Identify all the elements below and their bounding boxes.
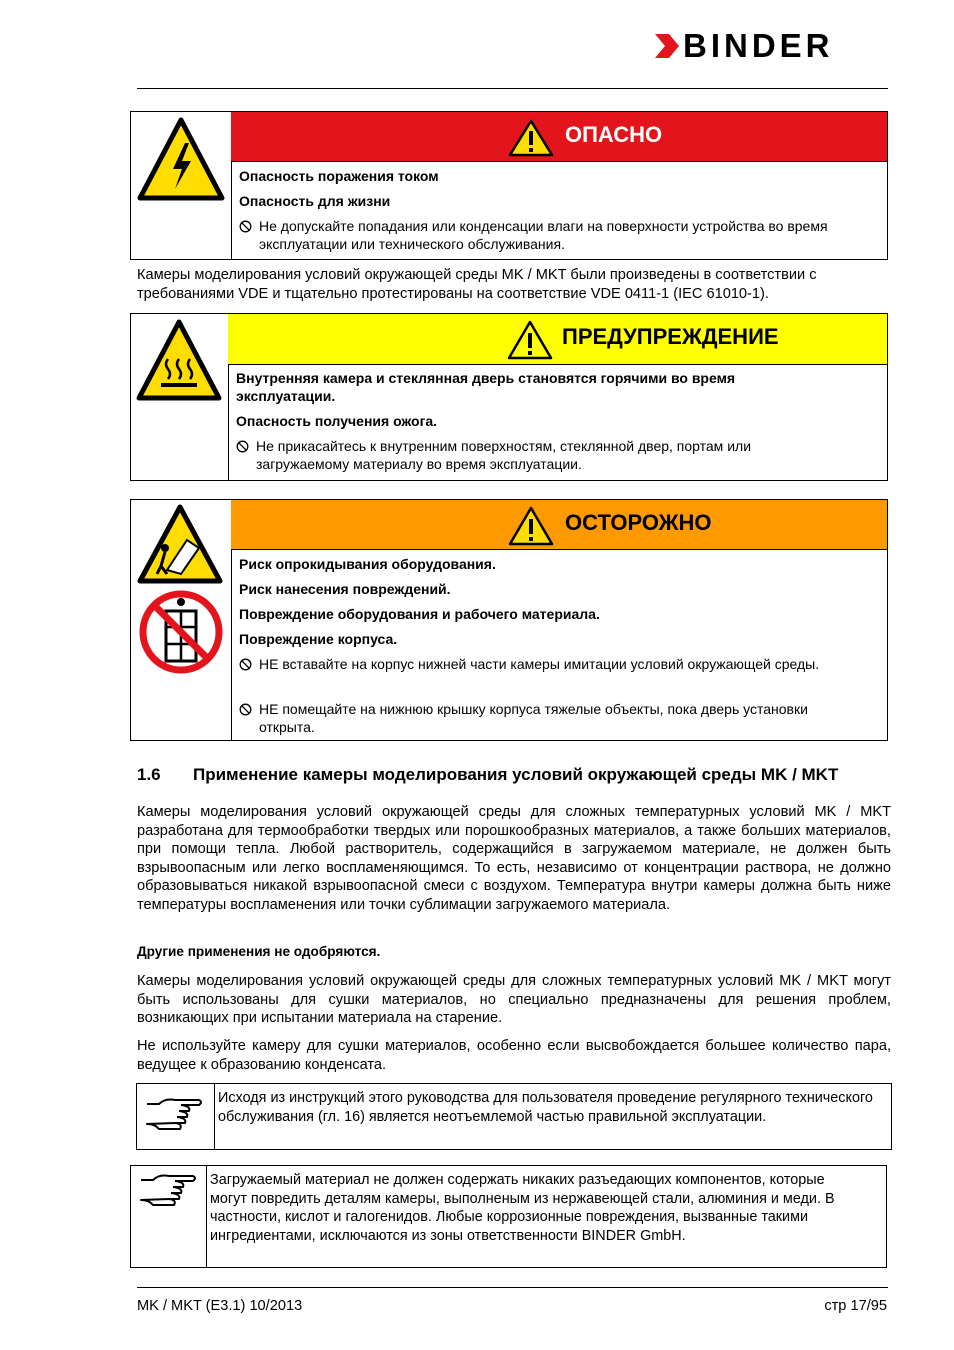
section-paragraph-1: Камеры моделирования условий окружающей среды для сложных температурных условий MK / MKT разработана для термообработки твердых или порошкообразных материалов, а также больших материалов, при помощи тепла. Любой растворитель, содержащийся в загружаемом материале, не должен быть взрывоопасным или легко воспламеняющимся. То есть, независимо от концентрации раствора, не должно образовываться никакой взрывоопасной смеси с воздухом. Температура внутри камеры должна быть ниже температуры воспламенения или точки сублимации загружаемого материала.: [137, 804, 891, 913]
warning-line-1: Внутренняя камера и стеклянная дверь становятся горячими во время эксплуатации.: [236, 370, 736, 404]
warning-title: ПРЕДУПРЕЖДЕНИЕ: [562, 324, 779, 349]
danger-header: [231, 112, 887, 162]
danger-line-1: Опасность поражения током: [239, 168, 439, 184]
danger-box: [130, 111, 888, 260]
warning-line-2: Опасность получения ожога.: [236, 413, 438, 429]
caution-box: [130, 499, 888, 741]
note-hand-column: [131, 1166, 207, 1267]
hot-surface-icon: [136, 319, 222, 401]
caution-body: [231, 549, 887, 740]
prohibited-icon: [236, 440, 249, 453]
no-climbing-icon: [138, 589, 224, 675]
danger-icon-column: [131, 112, 232, 259]
header-rule: [137, 88, 888, 89]
danger-item-1: [239, 217, 877, 253]
footer-page-number: стр 17/95: [824, 1298, 887, 1314]
caution-item-2: [239, 700, 827, 736]
warning-triangle-icon: [507, 320, 553, 360]
danger-body: [231, 161, 887, 259]
warning-item-1: [236, 437, 827, 473]
caution-item-1: [239, 655, 857, 673]
danger-item-text: Не допускайте попадания или конденсации влаги на поверхности устройства во время эксплуатации или технического обслуживания.: [259, 218, 828, 252]
section-paragraph-2: Другие применения не одобряются.: [137, 944, 381, 959]
caution-item-text-1: НЕ вставайте на корпус нижней части камеры имитации условий окружающей среды.: [259, 656, 820, 672]
logo-text: BINDER: [683, 27, 834, 64]
section-paragraph-4: Не используйте камеру для сушки материалов, особенно если высвобождается большее количество пара, ведущее к образованию конденсата.: [137, 1038, 891, 1073]
electric-shock-icon: [137, 117, 225, 201]
warning-icon-column: [131, 314, 229, 480]
section-title: Применение камеры моделирования условий окружающей среды MK / MKT: [193, 765, 839, 784]
prohibited-icon: [239, 220, 252, 233]
warning-triangle-icon: [508, 506, 554, 546]
pointing-hand-icon: [145, 1094, 205, 1134]
logo-arrow-icon: [655, 34, 679, 58]
prohibited-icon: [239, 703, 252, 716]
note-hand-column: [137, 1084, 215, 1149]
danger-line-2: Опасность для жизни: [239, 193, 391, 209]
danger-title: ОПАСНО: [565, 122, 663, 147]
caution-line-3: Повреждение оборудования и рабочего материала.: [239, 606, 600, 622]
warning-item-text: Не прикасайтесь к внутренним поверхностям, стеклянной двер, портам или загружаемому материалу во время эксплуатации.: [256, 438, 752, 472]
warning-triangle-icon: [508, 119, 554, 157]
caution-icon-column: [131, 500, 232, 740]
pointing-hand-icon: [139, 1170, 199, 1210]
footer-rule: [137, 1287, 888, 1288]
note-box-2: [130, 1165, 887, 1268]
caution-line-2: Риск нанесения повреждений.: [239, 581, 451, 597]
warning-header: [228, 314, 887, 365]
prohibited-icon: [239, 658, 252, 671]
caution-line-1: Риск опрокидывания оборудования.: [239, 556, 496, 572]
caution-line-4: Повреждение корпуса.: [239, 631, 398, 647]
intro-paragraph: Камеры моделирования условий окружающей среды MK / MKT были произведены в соответствии с требованиями VDE и тщательно протестированы на соответствие VDE 0411-1 (IEC 61010-1).: [137, 267, 817, 302]
caution-item-text-2: НЕ помещайте на нижнюю крышку корпуса тяжелые объекты, пока дверь установки открыта.: [259, 701, 808, 735]
warning-body: [228, 364, 887, 480]
note-box-1: [136, 1083, 892, 1150]
warning-box: [130, 313, 888, 481]
binder-logo: [655, 28, 887, 64]
section-paragraph-3: Камеры моделирования условий окружающей среды для сложных температурных условий MK / MKT могут быть использованы для сушки материалов, но специально предназначены для решения проблем, возникающих при испытании материала на старение.: [137, 973, 891, 1026]
note-text-1: Исходя из инструкций этого руководства для пользователя проведение регулярного технического обслуживания (гл. 16) является неотъемлемой частью правильной эксплуатации.: [218, 1090, 873, 1125]
caution-header: [231, 500, 887, 550]
footer-document-id: MK / MKT (E3.1) 10/2013: [137, 1298, 303, 1314]
note-text-2: Загружаемый материал не должен содержать никаких разъедающих компонентов, которые могут повредить деталям камеры, выполненым из нержавеющей стали, алюминия и меди. В частности, кислот и галогенидов. Любые коррозионные повреждения, вызванные такими ингредиентами, исключаются из зоны ответственности BINDER GmbH.: [210, 1172, 835, 1244]
section-number: 1.6: [137, 765, 161, 784]
caution-title: ОСТОРОЖНО: [565, 510, 712, 535]
tipping-hazard-icon: [137, 504, 223, 584]
